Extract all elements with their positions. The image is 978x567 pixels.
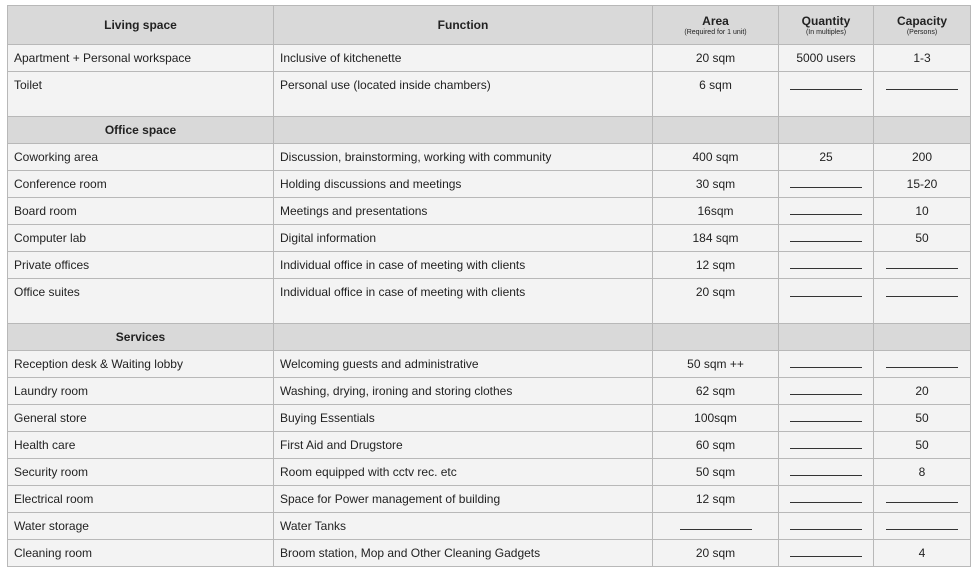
cell-capacity: 8 <box>874 459 971 486</box>
blank-line <box>886 296 958 297</box>
cell-area: 62 sqm <box>653 378 779 405</box>
blank-line <box>790 529 862 530</box>
table-row <box>8 378 971 405</box>
section-empty-cell <box>653 117 779 144</box>
cell-capacity: 20 <box>874 378 971 405</box>
cell-quantity <box>779 171 874 198</box>
cell-living-space: Water storage <box>8 513 274 540</box>
cell-area: 20 sqm <box>653 45 779 72</box>
blank-line <box>680 529 752 530</box>
cell-capacity: 200 <box>874 144 971 171</box>
cell-area: 12 sqm <box>653 252 779 279</box>
cell-living-space: Toilet <box>8 72 274 117</box>
cell-living-space: Reception desk & Waiting lobby <box>8 351 274 378</box>
section-empty-cell <box>653 324 779 351</box>
section-empty-cell <box>874 117 971 144</box>
cell-area: 50 sqm ++ <box>653 351 779 378</box>
header-area: Area (Required for 1 unit) <box>653 6 779 45</box>
blank-line <box>886 89 958 90</box>
cell-living-space: Laundry room <box>8 378 274 405</box>
cell-living-space: Apartment + Personal workspace <box>8 45 274 72</box>
section-empty-cell <box>779 117 874 144</box>
cell-quantity <box>779 279 874 324</box>
cell-capacity: 50 <box>874 405 971 432</box>
cell-living-space: Board room <box>8 198 274 225</box>
cell-living-space: Security room <box>8 459 274 486</box>
section-empty-cell <box>779 324 874 351</box>
cell-function: First Aid and Drugstore <box>274 432 653 459</box>
table-row <box>8 45 971 72</box>
cell-area: 20 sqm <box>653 540 779 567</box>
cell-function: Personal use (located inside chambers) <box>274 72 653 117</box>
cell-living-space: General store <box>8 405 274 432</box>
table-row <box>8 459 971 486</box>
header-function: Function <box>274 6 653 45</box>
cell-living-space: Cleaning room <box>8 540 274 567</box>
cell-capacity: 50 <box>874 432 971 459</box>
section-row <box>8 324 971 351</box>
table-row <box>8 198 971 225</box>
cell-quantity <box>779 198 874 225</box>
cell-area: 184 sqm <box>653 225 779 252</box>
cell-quantity <box>779 513 874 540</box>
cell-capacity: 10 <box>874 198 971 225</box>
table-row <box>8 225 971 252</box>
cell-function: Space for Power management of building <box>274 486 653 513</box>
header-living-space: Living space <box>8 6 274 45</box>
cell-function: Holding discussions and meetings <box>274 171 653 198</box>
table-row <box>8 513 971 540</box>
blank-line <box>790 268 862 269</box>
cell-function: Welcoming guests and administrative <box>274 351 653 378</box>
section-row <box>8 117 971 144</box>
blank-line <box>790 502 862 503</box>
cell-quantity <box>779 432 874 459</box>
cell-quantity <box>779 225 874 252</box>
header-quantity: Quantity (In multiples) <box>779 6 874 45</box>
cell-living-space: Private offices <box>8 252 274 279</box>
cell-function: Digital information <box>274 225 653 252</box>
table-row <box>8 432 971 459</box>
cell-quantity <box>779 405 874 432</box>
cell-quantity: 25 <box>779 144 874 171</box>
cell-quantity <box>779 378 874 405</box>
cell-area: 20 sqm <box>653 279 779 324</box>
blank-line <box>886 529 958 530</box>
table-row <box>8 405 971 432</box>
cell-living-space: Health care <box>8 432 274 459</box>
blank-line <box>790 89 862 90</box>
cell-capacity <box>874 72 971 117</box>
cell-function: Buying Essentials <box>274 405 653 432</box>
blank-line <box>790 296 862 297</box>
blank-line <box>790 475 862 476</box>
cell-living-space: Office suites <box>8 279 274 324</box>
section-empty-cell <box>874 324 971 351</box>
blank-line <box>790 556 862 557</box>
cell-function: Water Tanks <box>274 513 653 540</box>
table-row <box>8 171 971 198</box>
cell-quantity: 5000 users <box>779 45 874 72</box>
cell-area: 50 sqm <box>653 459 779 486</box>
header-row <box>8 6 971 45</box>
blank-line <box>790 214 862 215</box>
cell-quantity <box>779 72 874 117</box>
section-empty-cell <box>274 117 653 144</box>
table-row <box>8 72 971 117</box>
cell-area: 12 sqm <box>653 486 779 513</box>
cell-capacity: 1-3 <box>874 45 971 72</box>
cell-capacity: 50 <box>874 225 971 252</box>
cell-capacity <box>874 279 971 324</box>
cell-area: 400 sqm <box>653 144 779 171</box>
cell-function: Broom station, Mop and Other Cleaning Gadgets <box>274 540 653 567</box>
table-row <box>8 252 971 279</box>
section-label: Office space <box>8 117 274 144</box>
blank-line <box>790 448 862 449</box>
table-row <box>8 486 971 513</box>
blank-line <box>790 421 862 422</box>
cell-area: 100sqm <box>653 405 779 432</box>
section-label: Services <box>8 324 274 351</box>
cell-function: Individual office in case of meeting with clients <box>274 252 653 279</box>
cell-function: Individual office in case of meeting with clients <box>274 279 653 324</box>
cell-capacity <box>874 513 971 540</box>
cell-function: Washing, drying, ironing and storing clothes <box>274 378 653 405</box>
cell-area <box>653 513 779 540</box>
space-program-table-container <box>7 5 970 567</box>
blank-line <box>790 394 862 395</box>
cell-capacity <box>874 486 971 513</box>
cell-area: 16sqm <box>653 198 779 225</box>
blank-line <box>790 187 862 188</box>
cell-capacity: 4 <box>874 540 971 567</box>
table-row <box>8 540 971 567</box>
blank-line <box>886 367 958 368</box>
cell-living-space: Electrical room <box>8 486 274 513</box>
blank-line <box>886 502 958 503</box>
cell-quantity <box>779 252 874 279</box>
cell-area: 60 sqm <box>653 432 779 459</box>
table-row <box>8 279 971 324</box>
table-row <box>8 351 971 378</box>
space-program-table <box>7 5 971 567</box>
cell-living-space: Coworking area <box>8 144 274 171</box>
cell-living-space: Conference room <box>8 171 274 198</box>
table-body <box>8 45 971 567</box>
cell-function: Meetings and presentations <box>274 198 653 225</box>
blank-line <box>790 241 862 242</box>
cell-function: Room equipped with cctv rec. etc <box>274 459 653 486</box>
cell-capacity: 15-20 <box>874 171 971 198</box>
cell-quantity <box>779 540 874 567</box>
cell-quantity <box>779 459 874 486</box>
cell-function: Discussion, brainstorming, working with community <box>274 144 653 171</box>
cell-quantity <box>779 486 874 513</box>
table-row <box>8 144 971 171</box>
cell-capacity <box>874 351 971 378</box>
cell-function: Inclusive of kitchenette <box>274 45 653 72</box>
header-capacity: Capacity (Persons) <box>874 6 971 45</box>
cell-quantity <box>779 351 874 378</box>
cell-capacity <box>874 252 971 279</box>
blank-line <box>790 367 862 368</box>
blank-line <box>886 268 958 269</box>
cell-living-space: Computer lab <box>8 225 274 252</box>
section-empty-cell <box>274 324 653 351</box>
cell-area: 6 sqm <box>653 72 779 117</box>
cell-area: 30 sqm <box>653 171 779 198</box>
